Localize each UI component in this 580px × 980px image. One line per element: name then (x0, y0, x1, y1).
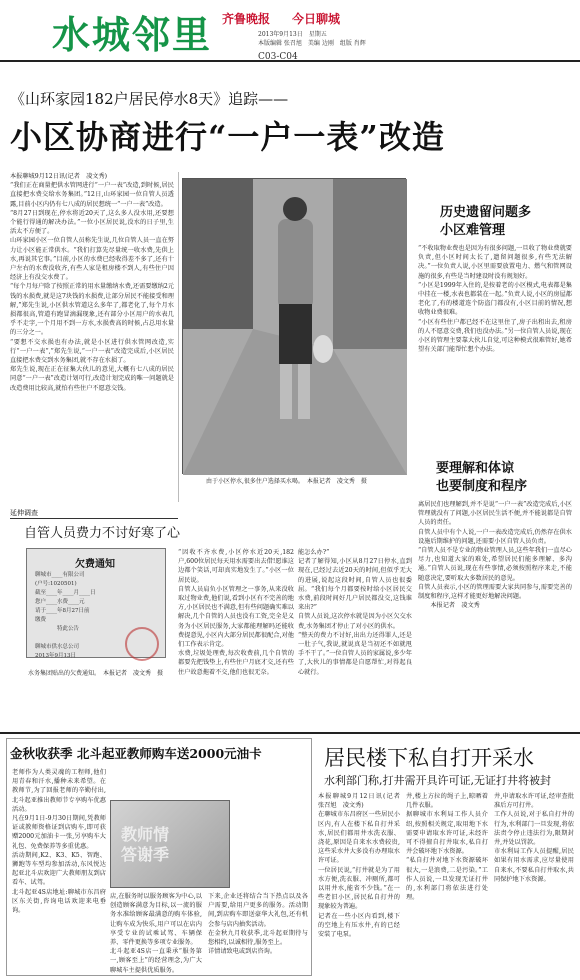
bottom-col3: 井,申请取水许可证,经审查批准后方可打井。 工作人员说,对于私自打井的行为,水利部门一旦发现,将依法责令停止违法行为,限期封井,并处以罚款。 市水利局工作人员提醒,居民如果有用水需求,应尽量使用自来水,不要私自打井取水,共同保护地下水资源。 (494, 793, 574, 883)
sidebar-col2: “因收不齐水费,小区停水近20天,182户,600位居民每天用水需要出去借!愿谁这边都个笑话,可却真实地发生了。”小区一位居民说。 自管人员肩负小区管理之一事务,从来没收取过物业费,他们说,看到小区有不完善的地方,小区居民也不满意,但有些问题确实难以解决,几个自管的人员也没有工资,完全是义务为小区居民服务,大家都能理解吗还能收费提意见,小区内大部分居民都很配合,对他们工作表示肯定。 水费,垃圾处理费,每次收费前,几个自管的都要先把钱垫上,有些住户月底才交,还有些住户故意拖着不交,他们也很无奈。 (178, 549, 294, 676)
bottom-deck: 水利部门称,打井需开具许可证,无证打井将被封 (324, 774, 551, 787)
masthead-meta: 2013年9月13日 星期五 本版编辑 张召旭 美编 边刚 组版 肖辉 (258, 31, 366, 47)
page-numbers: C03-C04 (258, 52, 298, 62)
understanding-subhead: 要理解和体谅 也要制度和程序 (436, 461, 528, 494)
news-photo (182, 178, 406, 474)
history-body: “不收取物业费也是因为有很多问题,一旦收了物业费就要负责,但小区时间太长了,遗留问题很多,有些无法解决。”一位负责人说,小区里需要放置电力、燃气和管网设施的很多,有些是当时建设时没有规划好。 “小区是1999年入住的,是按着老的小区模式,电表都是集中挂在一楼,水表也都装在一起。”负责人说,小区的房屋都老化了,有的楼道连个防盗门都没有,小区目前的情况,想收物业费很难。 “小区有些住户都已经不在这里住了,房子出租出去,租房的人不愿意交费,我们也没办法。”另一位自管人员说,现在小区的管理主要靠大伙儿自觉,可这种模式很难管好,她希望有关部门能帮忙想个办法。 (418, 245, 572, 354)
notice-title: 欠费通知 (75, 559, 115, 570)
notice-body: 聊城市____有限公司 (户号:1020501) 截至____年____月____日 您户____水费____元 请于____年8月27日前 缴费 特此公告 聊城市供水总公司 2013年9月13日 (35, 572, 96, 659)
ad-col1: 老师作为人类灵魂的工程师,他们用青春和汗水,播种未来希望。在教师节,为了回报老师的辛勤付出,北斗起亚推出教师节专享购车优惠活动。 凡在9月1日-9月30日期间,凭教师证或教师资格证到店购车,即可获赠2000元加油卡一张,另享购车大礼包、免费保养等多重优惠。 活动期间,K2、K3、K5、智跑、狮跑等车型均参加活动,东风悦达起亚北斗店欢迎广大教师朋友到店看车、试驾。 北斗起亚4S店地址:聊城市东昌府区东关街,咨询电话欢迎来电垂询。 (12, 769, 106, 915)
understanding-body: 离居民们也理解到,并不是说“一户一表”改造完成后,小区管理就没有了问题,小区居民生活不便,并不能说都是自管人员的责任。 自管人员中有个人说,一户一表改造完成后,仍然存在供水设施后期维护的问题,还需要小区自管人员负责。 “自管人员不是专业的物业管理人员,这些年我们一直尽心尽力,也知道大家的难处,希望居民们能多理解、多沟通。”自管人员说,现在有些事情,必须按照程序来走,不能随意决定,要听取大多数居民的意见。 自管人员表示,小区的管理需要大家共同参与,需要完善的制度和程序,这样才能更好地解决问题。 本报记者 凌文秀 (418, 501, 572, 610)
notice-image (26, 548, 166, 658)
ad-col3: 下来,企业还将结合当下热点以及各户需要,给用户更多的服务。活动期间,到店购车即送豪华大礼包,还有机会参与店内抽奖活动。 在金秋九月收获季,北斗起亚期待与您相约,以诚相待,服务至上。 详情请致电或到店咨询。 (208, 893, 308, 956)
photo-caption: 由于小区停水,很多住户选择买水喝。 本报记者 凌文秀 摄 (206, 478, 367, 485)
ad-title: 金秋收获季 北斗起亚教师购车送2000元油卡 (10, 746, 262, 761)
section-divider (0, 732, 580, 734)
ad-photo (110, 800, 230, 888)
notice-caption: 水务集团贴出的欠费通知。 本报记者 凌文秀 摄 (28, 670, 164, 677)
bottom-col1: 本报聊城9月12日讯(记者 张召旭 凌文秀) 在聊城市东昌府区一些居民小区内,有人在楼下私自打井采水,居民们都用井水洗衣服、浇花,原因是自来水水费较贵,这些采水井大多没有办理取水许可证。 一位居民说,“打井就是为了用水方便,洗衣服、冲厕所,都可以用井水,能省不少钱。”在一些老旧小区,居民私自打井的现象较为普遍。 记者在一些小区内看到,楼下的空地上有压水井,有的已经安装了电泵。 (318, 793, 400, 939)
bottom-col2: 井,楼上方拉的绳子上,晾晒着几件衣服。 据聊城市水利局工作人员介绍,按照相关规定,取用地下水需要申请取水许可证,未经许可不得擅自打井取水,私自打井会破坏地下水资源。 “私自打井对地下水资源破坏很大,一是浪费,二是污染。”工作人员说,一旦发现无证打井的,水利部门将依法进行处理。 (406, 793, 488, 902)
photo-illustration (183, 179, 407, 475)
seal-stamp (125, 627, 159, 661)
bottom-headline: 居民楼下私自打开采水 (324, 746, 534, 770)
lead-headline: 小区协商进行“一户一表”改造 (10, 118, 445, 156)
sidebar-subhead: 自管人员费力不讨好寒了心 (24, 526, 181, 541)
ad-photo-text: 教师情 答谢季 (121, 825, 170, 864)
masthead-title: 水城邻里 (52, 13, 213, 57)
lead-kicker: 《山环家园182户居民停水8天》追踪—— (10, 90, 289, 108)
brand-primary: 齐鲁晚报 (222, 12, 271, 26)
ad-col2: 店,在服务时以服务顾客为中心,以创造顾客满意为目标,以一流的服务水准给顾客最满意的购车体验,让购车成为快乐,用户可以在店内享受专业的试乘试驾、车辆保养、零件更换等多项专业服务。 北斗起亚4S店一直秉承“服务第一,顾客至上”的经营理念,为广大聊城车主提供优质服务。 (110, 893, 202, 974)
lead-body: 本报聊城9月12日讯(记者 凌文秀) “我们正在商量把供水管网进行“一户一表”改造,到时候,居民直接把水费交给水务集团。”12日,山环家园一位自管人员透露,目前小区内仍有七八成的居民想统一“一户一表”改造。 “8月27日到现在,停水将近20天了,这么多人没水用,还要想个能行得通的解决办法。”一位小区居民说,没水的日子里,生活太不方便了。 山环家园小区一位自管人员称先生说,几位自管人员一直在努力让小区能正常供水。“我们打算先尽量统一收水费,先供上水,再说其它事。”目前,小区的水费已经收得差不多了,还有十户左右的水费没收齐,有些人家是租房楼不到人,有些住户因经济上有没交水费了。 “每个月每户除了按照正常的用水量缴纳水费,还需要缴纳2元钱的水损费,就是这7块钱的水损费,让部分居民不能接受和理解,”郑先生说,小区供水管道这么多年了,都老化了,每个月水损都很高,管道有跑冒滴漏现象,还有部分小区用户的水表几乎不走字,一个月用不到一方水,水损费高的时候,占总用水量的三分之一。 “要想不交水损也有办法,就是小区进行供水管网改造,实行“一户一表”,”郑先生说,“一户一表”改造完成后,小区居民直接把水费交到水务集团,就不存在水损了。 郑先生说,现在正在征集大伙儿的意见,大概有七八成的居民同意“一户一表”改造计划可行,改造计划完成的唯一问题就是改造费用比较高,就怕有些住户不愿意交钱。 (10, 173, 174, 392)
history-subhead: 历史遗留问题多 小区难管理 (440, 205, 532, 238)
brand-secondary: 今日聊城 (292, 12, 341, 26)
column-divider (178, 172, 179, 502)
section-tag: 延伸调查 (10, 508, 178, 519)
sidebar-col3: 能怎么办?” 记者了解得知,小区从8月27日停水,直到现在,已经过去近20天的时间,但似乎无大的进展,说起这段时间,自管人员也很委屈。“我们每个月都要按时给小区居民交水费,前段时间好几户居民都没交,这钱谁来出?” 自管人员说,这次停水就是因为小区欠交水费,水务集团才停止了对小区的供水。 “整天的费力不讨好,出出力还得罪人,还是一肚子气,我说,就说真是当初还不如就甩手不干了。”一位自管人员的家属说,多少年了,大伙儿的事情都是自愿帮忙,对得起良心就行。 (298, 549, 412, 676)
